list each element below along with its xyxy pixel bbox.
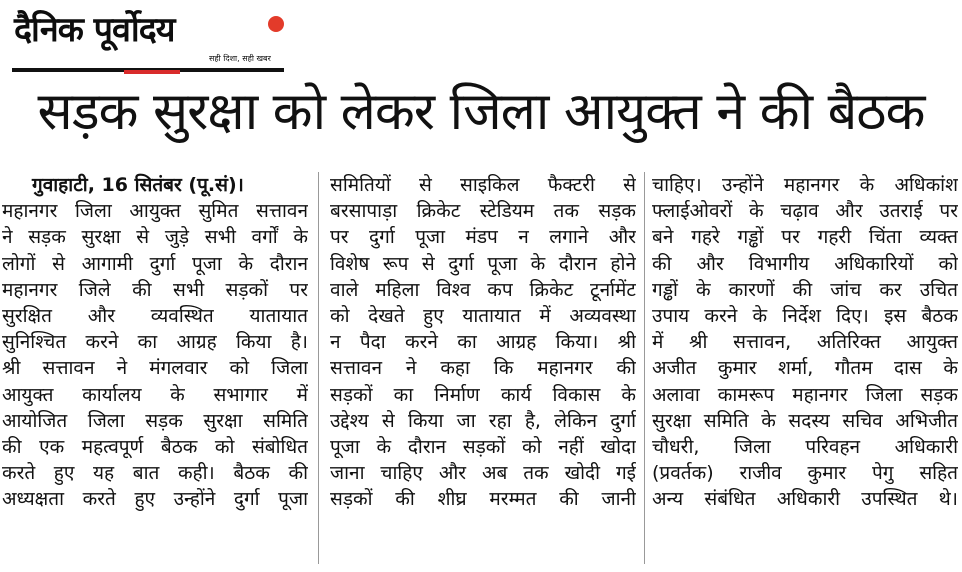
article-line: उपाय करने के निर्देश दिए। इस बैठक (652, 305, 958, 328)
article-dateline: गुवाहाटी, 16 सितंबर (पू.सं)। (32, 174, 244, 196)
article-line: अलावा कामरूप महानगर जिला सड़क (652, 383, 958, 406)
article-line: अध्यक्षता करते हुए उन्होंने दुर्गा पूजा (2, 488, 308, 511)
article-line: महानगर जिला आयुक्त सुमित सत्तावन (2, 200, 308, 223)
article-line: लोगों से आगामी दुर्गा पूजा के दौरान (2, 252, 308, 275)
article-line: सुनिश्चित करने का आग्रह किया है। (2, 331, 308, 354)
article-line: ने सड़क सुरक्षा से जुड़े सभी वर्गों के (2, 226, 308, 249)
article-line: सुरक्षित और व्यवस्थित यातायात (2, 305, 308, 328)
article-line: वाले महिला विश्व कप क्रिकेट टूर्नामेंट (330, 278, 636, 301)
article-line: महानगर जिले की सभी सड़कों पर (2, 278, 308, 301)
article-column-3 (652, 172, 958, 513)
column-divider (318, 172, 319, 564)
article-line: करते हुए यह बात कही। बैठक की (2, 462, 308, 485)
article-line: आयोजित जिला सड़क सुरक्षा समिति (2, 409, 308, 432)
article-line: श्री सत्तावन ने मंगलवार को जिला (2, 357, 308, 380)
article-headline: सड़क सुरक्षा को लेकर जिला आयुक्त ने की बैठक (37, 82, 925, 142)
article-line: की एक महत्वपूर्ण बैठक को संबोधित (2, 436, 308, 459)
article-line: न पैदा करने का आग्रह किया। श्री (330, 331, 636, 354)
masthead-tagline: सही दिशा, सही खबर (209, 54, 271, 63)
masthead-accent-rule (124, 70, 180, 74)
article-line: चाहिए। उन्होंने महानगर के अधिकांश (652, 174, 958, 196)
article-line: सत्तावन ने कहा कि महानगर की (330, 357, 636, 380)
article-line: पूजा के दौरान सड़कों को नहीं खोदा (330, 436, 636, 459)
article-line: चौधरी, जिला परिवहन अधिकारी (652, 436, 958, 459)
article-line: को देखते हुए यातायात में अव्यवस्था (330, 305, 636, 328)
article-line: (प्रवर्तक) राजीव कुमार पेगु सहित (652, 462, 958, 485)
article-line: बने गहरे गड्ढों पर गहरी चिंता व्यक्त (652, 226, 958, 249)
article-line: अजीत कुमार शर्मा, गौतम दास के (652, 357, 958, 380)
logo-dot-icon (268, 16, 284, 32)
article-line: फ्लाईओवरों के चढ़ाव और उतराई पर (652, 200, 958, 223)
article-column-1 (2, 172, 308, 513)
column-divider (644, 172, 645, 564)
article-line: गड्ढों के कारणों की जांच कर उचित (652, 278, 958, 301)
newspaper-logo: दैनिक पूर्वोदय (14, 10, 175, 50)
article-line: अन्य संबंधित अधिकारी उपस्थित थे। (652, 488, 958, 511)
article-column-2 (330, 172, 636, 513)
article-line: सुरक्षा समिति के सदस्य सचिव अभिजीत (652, 409, 958, 432)
article-line: पर दुर्गा पूजा मंडप न लगाने और (330, 226, 636, 249)
article-line: सड़कों की शीघ्र मरम्मत की जानी (330, 488, 636, 511)
article-line: समितियों से साइकिल फैक्टरी से (330, 174, 636, 196)
article-line: विशेष रूप से दुर्गा पूजा के दौरान होने (330, 252, 636, 275)
article-line: आयुक्त कार्यालय के सभागार में (2, 383, 308, 406)
masthead (10, 4, 282, 72)
article-line: सड़कों का निर्माण कार्य विकास के (330, 383, 636, 406)
article-line: की और विभागीय अधिकारियों को (652, 252, 958, 275)
article-line: जाना चाहिए और अब तक खोदी गई (330, 462, 636, 485)
article-line: उद्देश्य से किया जा रहा है, लेकिन दुर्गा (330, 409, 636, 432)
article-line: में श्री सत्तावन, अतिरिक्त आयुक्त (652, 331, 958, 354)
article-line: बरसापाड़ा क्रिकेट स्टेडियम तक सड़क (330, 200, 636, 223)
